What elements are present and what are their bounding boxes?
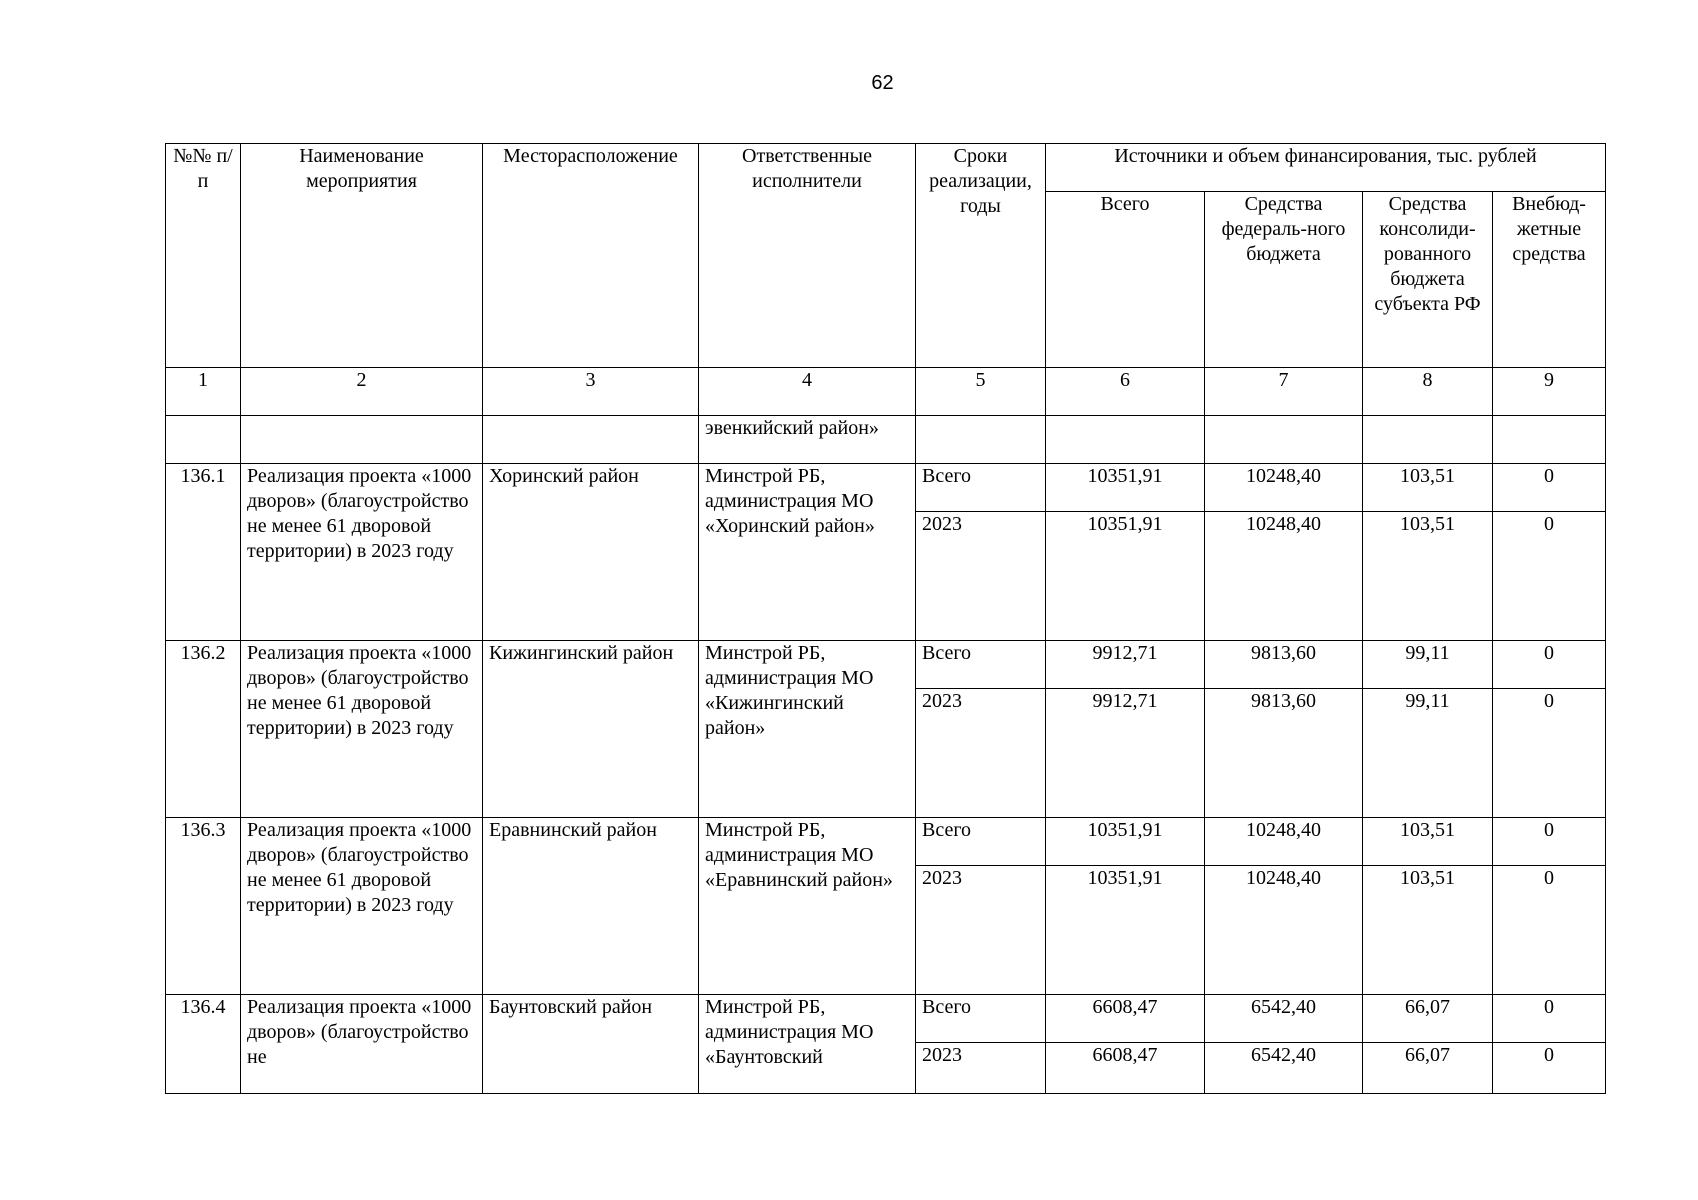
regional-cell: 99,11 xyxy=(1363,641,1493,689)
table-row xyxy=(166,641,1606,689)
total-cell: 6608,47 xyxy=(1046,1043,1205,1094)
total-cell: 9912,71 xyxy=(1046,689,1205,818)
total-cell: 6608,47 xyxy=(1046,995,1205,1043)
header-total: Всего xyxy=(1046,192,1205,368)
empty-cell xyxy=(1363,416,1493,464)
header-regional: Средства консолиди-рованного бюджета субъекта РФ xyxy=(1363,192,1493,368)
header-num: №№ п/п xyxy=(166,144,241,368)
row-number: 136.3 xyxy=(166,818,241,995)
period-cell: 2023 xyxy=(916,689,1046,818)
total-cell: 10351,91 xyxy=(1046,818,1205,866)
regional-cell: 66,07 xyxy=(1363,995,1493,1043)
header-responsible: Ответственные исполнители xyxy=(699,144,916,368)
row-number: 136.2 xyxy=(166,641,241,818)
federal-cell: 6542,40 xyxy=(1205,1043,1363,1094)
table-row xyxy=(166,818,1606,866)
regional-cell: 103,51 xyxy=(1363,866,1493,995)
event-name: Реализация проекта «1000 дворов» (благоустройство не менее 61 дворовой территории) в 2023 году xyxy=(241,818,483,995)
federal-cell: 6542,40 xyxy=(1205,995,1363,1043)
total-cell: 10351,91 xyxy=(1046,464,1205,512)
federal-cell: 10248,40 xyxy=(1205,866,1363,995)
offbudget-cell: 0 xyxy=(1493,512,1606,641)
event-name: Реализация проекта «1000 дворов» (благоустройство не менее 61 дворовой территории) в 2023 году xyxy=(241,641,483,818)
financing-table xyxy=(165,143,1606,1094)
event-responsible: Минстрой РБ, администрация МО «Хоринский район» xyxy=(699,464,916,641)
column-number: 5 xyxy=(916,368,1046,416)
column-number: 8 xyxy=(1363,368,1493,416)
page-number: 62 xyxy=(871,72,894,94)
federal-cell: 9813,60 xyxy=(1205,641,1363,689)
offbudget-cell: 0 xyxy=(1493,1043,1606,1094)
empty-cell xyxy=(166,416,241,464)
period-cell: Всего xyxy=(916,818,1046,866)
empty-cell xyxy=(916,416,1046,464)
header-period: Сроки реализации, годы xyxy=(916,144,1046,368)
event-name: Реализация проекта «1000 дворов» (благоустройство не xyxy=(241,995,483,1094)
event-location: Баунтовский район xyxy=(483,995,699,1094)
column-number: 4 xyxy=(699,368,916,416)
period-cell: 2023 xyxy=(916,512,1046,641)
period-cell: Всего xyxy=(916,995,1046,1043)
federal-cell: 10248,40 xyxy=(1205,464,1363,512)
header-name: Наименование мероприятия xyxy=(241,144,483,368)
total-cell: 10351,91 xyxy=(1046,866,1205,995)
offbudget-cell: 0 xyxy=(1493,818,1606,866)
regional-cell: 66,07 xyxy=(1363,1043,1493,1094)
event-location: Кижингинский район xyxy=(483,641,699,818)
header-financing: Источники и объем финансирования, тыс. рублей xyxy=(1046,144,1606,192)
column-number: 6 xyxy=(1046,368,1205,416)
regional-cell: 103,51 xyxy=(1363,512,1493,641)
table-row xyxy=(166,464,1606,512)
empty-cell xyxy=(483,416,699,464)
federal-cell: 9813,60 xyxy=(1205,689,1363,818)
total-cell: 9912,71 xyxy=(1046,641,1205,689)
column-number: 7 xyxy=(1205,368,1363,416)
event-responsible: Минстрой РБ, администрация МО «Кижингинский район» xyxy=(699,641,916,818)
column-number: 2 xyxy=(241,368,483,416)
column-number: 1 xyxy=(166,368,241,416)
header-location: Месторасположение xyxy=(483,144,699,368)
offbudget-cell: 0 xyxy=(1493,866,1606,995)
offbudget-cell: 0 xyxy=(1493,641,1606,689)
event-name: Реализация проекта «1000 дворов» (благоустройство не менее 61 дворовой территории) в 2023 году xyxy=(241,464,483,641)
offbudget-cell: 0 xyxy=(1493,464,1606,512)
empty-cell xyxy=(1205,416,1363,464)
offbudget-cell: 0 xyxy=(1493,689,1606,818)
header-offbudget: Внебюд-жетные средства xyxy=(1493,192,1606,368)
empty-cell xyxy=(1493,416,1606,464)
offbudget-cell: 0 xyxy=(1493,995,1606,1043)
event-responsible: Минстрой РБ, администрация МО «Еравнинский район» xyxy=(699,818,916,995)
event-responsible: Минстрой РБ, администрация МО «Баунтовский xyxy=(699,995,916,1094)
column-number: 3 xyxy=(483,368,699,416)
header-row xyxy=(166,144,1606,192)
period-cell: Всего xyxy=(916,464,1046,512)
event-location: Еравнинский район xyxy=(483,818,699,995)
regional-cell: 103,51 xyxy=(1363,464,1493,512)
regional-cell: 103,51 xyxy=(1363,818,1493,866)
federal-cell: 10248,40 xyxy=(1205,512,1363,641)
empty-cell xyxy=(1046,416,1205,464)
total-cell: 10351,91 xyxy=(1046,512,1205,641)
period-cell: 2023 xyxy=(916,1043,1046,1094)
continuation-row xyxy=(166,416,1606,464)
federal-cell: 10248,40 xyxy=(1205,818,1363,866)
period-cell: 2023 xyxy=(916,866,1046,995)
empty-cell xyxy=(241,416,483,464)
row-number: 136.4 xyxy=(166,995,241,1094)
period-cell: Всего xyxy=(916,641,1046,689)
column-numbers-row xyxy=(166,368,1606,416)
table-row xyxy=(166,995,1606,1043)
row-number: 136.1 xyxy=(166,464,241,641)
continuation-text: эвенкийский район» xyxy=(699,416,916,464)
regional-cell: 99,11 xyxy=(1363,689,1493,818)
event-location: Хоринский район xyxy=(483,464,699,641)
column-number: 9 xyxy=(1493,368,1606,416)
header-federal: Средства федераль-ного бюджета xyxy=(1205,192,1363,368)
